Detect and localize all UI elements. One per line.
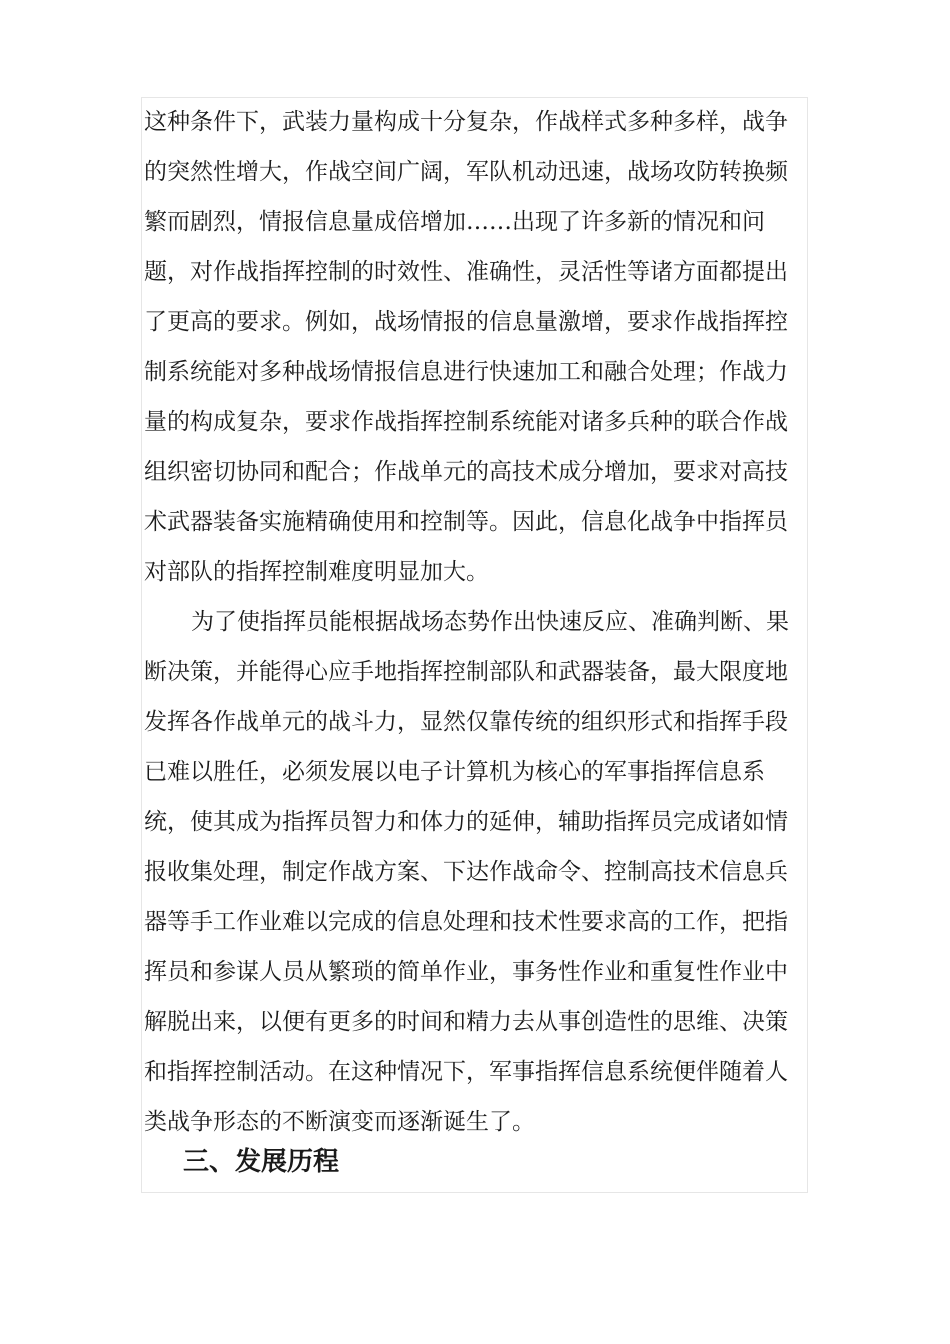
text-line: 解脱出来，以便有更多的时间和精力去从事创造性的思维、决策	[144, 1009, 788, 1035]
text-line: 量的构成复杂，要求作战指挥控制系统能对诸多兵种的联合作战	[144, 409, 788, 435]
text-line: 器等手工作业难以完成的信息处理和技术性要求高的工作，把指	[144, 909, 788, 935]
text-line: 繁而剧烈，情报信息量成倍增加……出现了许多新的情况和问	[144, 209, 765, 235]
text-line: 组织密切协同和配合；作战单元的高技术成分增加，要求对高技	[144, 459, 788, 485]
document-body	[144, 97, 814, 1147]
text-line: 为了使指挥员能根据战场态势作出快速反应、准确判断、果	[191, 609, 789, 635]
text-line: 题，对作战指挥控制的时效性、准确性，灵活性等诸方面都提出	[144, 259, 788, 285]
text-line: 和指挥控制活动。在这种情况下，军事指挥信息系统便伴随着人	[144, 1059, 788, 1085]
paragraph	[144, 597, 814, 1147]
text-line: 报收集处理，制定作战方案、下达作战命令、控制高技术信息兵	[144, 859, 788, 885]
text-line: 对部队的指挥控制难度明显加大。	[144, 559, 489, 585]
text-line: 了更高的要求。例如，战场情报的信息量激增，要求作战指挥控	[144, 309, 788, 335]
text-line: 断决策，并能得心应手地指挥控制部队和武器装备，最大限度地	[144, 659, 788, 685]
paragraph	[144, 97, 814, 597]
text-line: 术武器装备实施精确使用和控制等。因此，信息化战争中指挥员	[144, 509, 788, 535]
section-heading: 三、发展历程	[183, 1147, 340, 1177]
text-line: 统，使其成为指挥员智力和体力的延伸，辅助指挥员完成诸如情	[144, 809, 788, 835]
text-line: 制系统能对多种战场情报信息进行快速加工和融合处理；作战力	[144, 359, 788, 385]
text-line: 类战争形态的不断演变而逐渐诞生了。	[144, 1109, 535, 1135]
text-line: 发挥各作战单元的战斗力，显然仅靠传统的组织形式和指挥手段	[144, 709, 788, 735]
text-line: 的突然性增大，作战空间广阔，军队机动迅速，战场攻防转换频	[144, 159, 788, 185]
text-line: 已难以胜任，必须发展以电子计算机为核心的军事指挥信息系	[144, 759, 765, 785]
text-line: 挥员和参谋人员从繁琐的简单作业，事务性作业和重复性作业中	[144, 959, 788, 985]
text-line: 这种条件下，武装力量构成十分复杂，作战样式多种多样，战争	[144, 109, 788, 135]
